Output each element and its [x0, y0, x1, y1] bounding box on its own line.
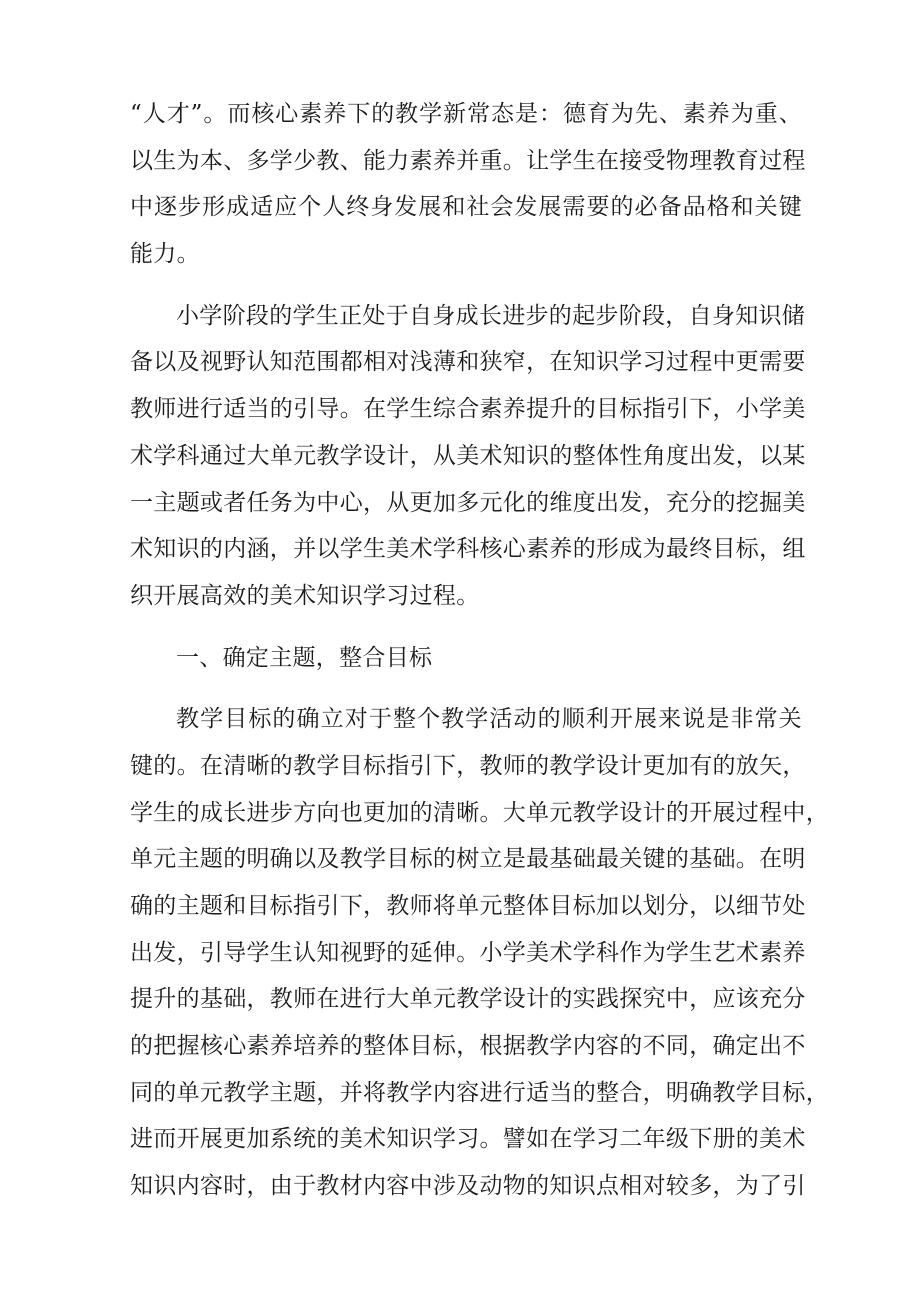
text-line: 键的。在清晰的教学目标指引下，教师的教学设计更加有的放矢，	[130, 752, 806, 779]
text-line: 小学阶段的学生正处于自身成长进步的起步阶段，自身知识储	[176, 302, 806, 329]
text-line: 中逐步形成适应个人终身发展和社会发展需要的必备品格和关键	[130, 194, 802, 221]
text-line: 织开展高效的美术知识学习过程。	[130, 582, 480, 609]
text-line: 术学科通过大单元教学设计，从美术知识的整体性角度出发，以某	[130, 442, 806, 469]
text-line: 一主题或者任务为中心，从更加多元化的维度出发，充分的挖掘美	[130, 489, 806, 516]
text-line: 单元主题的明确以及教学目标的树立是最基础最关键的基础。在明	[130, 846, 806, 873]
text-line: 确的主题和目标指引下，教师将单元整体目标加以划分，以细节处	[130, 893, 806, 919]
text-line: 同的单元教学主题，并将教学内容进行适当的整合，明确教学目标，	[130, 1079, 829, 1106]
text-line: 出发，引导学生认知视野的延伸。小学美术学科作为学生艺术素养	[130, 939, 806, 966]
document-body	[130, 91, 829, 1210]
text-line: 教师进行适当的引导。在学生综合素养提升的目标指引下，小学美	[130, 396, 806, 423]
text-line: 学生的成长进步方向也更加的清晰。大单元教学设计的开展过程中，	[130, 799, 829, 826]
text-line: “人才”。而核心素养下的教学新常态是：德育为先、素养为重、	[130, 101, 802, 127]
text-line: 以生为本、多学少教、能力素养并重。让学生在接受物理教育过程	[130, 147, 806, 174]
paragraph-3	[130, 696, 829, 1210]
text-line: 能力。	[130, 241, 200, 268]
text-line: 提升的基础，教师在进行大单元教学设计的实践探究中，应该充分	[130, 986, 806, 1013]
text-line: 备以及视野认知范围都相对浅薄和狭窄，在知识学习过程中更需要	[130, 349, 806, 376]
text-line: 进而开展更加系统的美术知识学习。譬如在学习二年级下册的美术	[130, 1126, 806, 1153]
section-heading	[130, 635, 802, 682]
heading-text: 一、确定主题，整合目标	[176, 644, 433, 671]
paragraph-1	[130, 91, 806, 278]
text-line: 知识内容时，由于教材内容中涉及动物的知识点相对较多，为了引	[130, 1173, 806, 1200]
paragraph-2	[130, 293, 806, 620]
text-line: 术知识的内涵，并以学生美术学科核心素养的形成为最终目标，组	[130, 536, 806, 563]
text-line: 的把握核心素养培养的整体目标，根据教学内容的不同，确定出不	[130, 1033, 806, 1060]
text-line: 教学目标的确立对于整个教学活动的顺利开展来说是非常关	[176, 706, 802, 733]
